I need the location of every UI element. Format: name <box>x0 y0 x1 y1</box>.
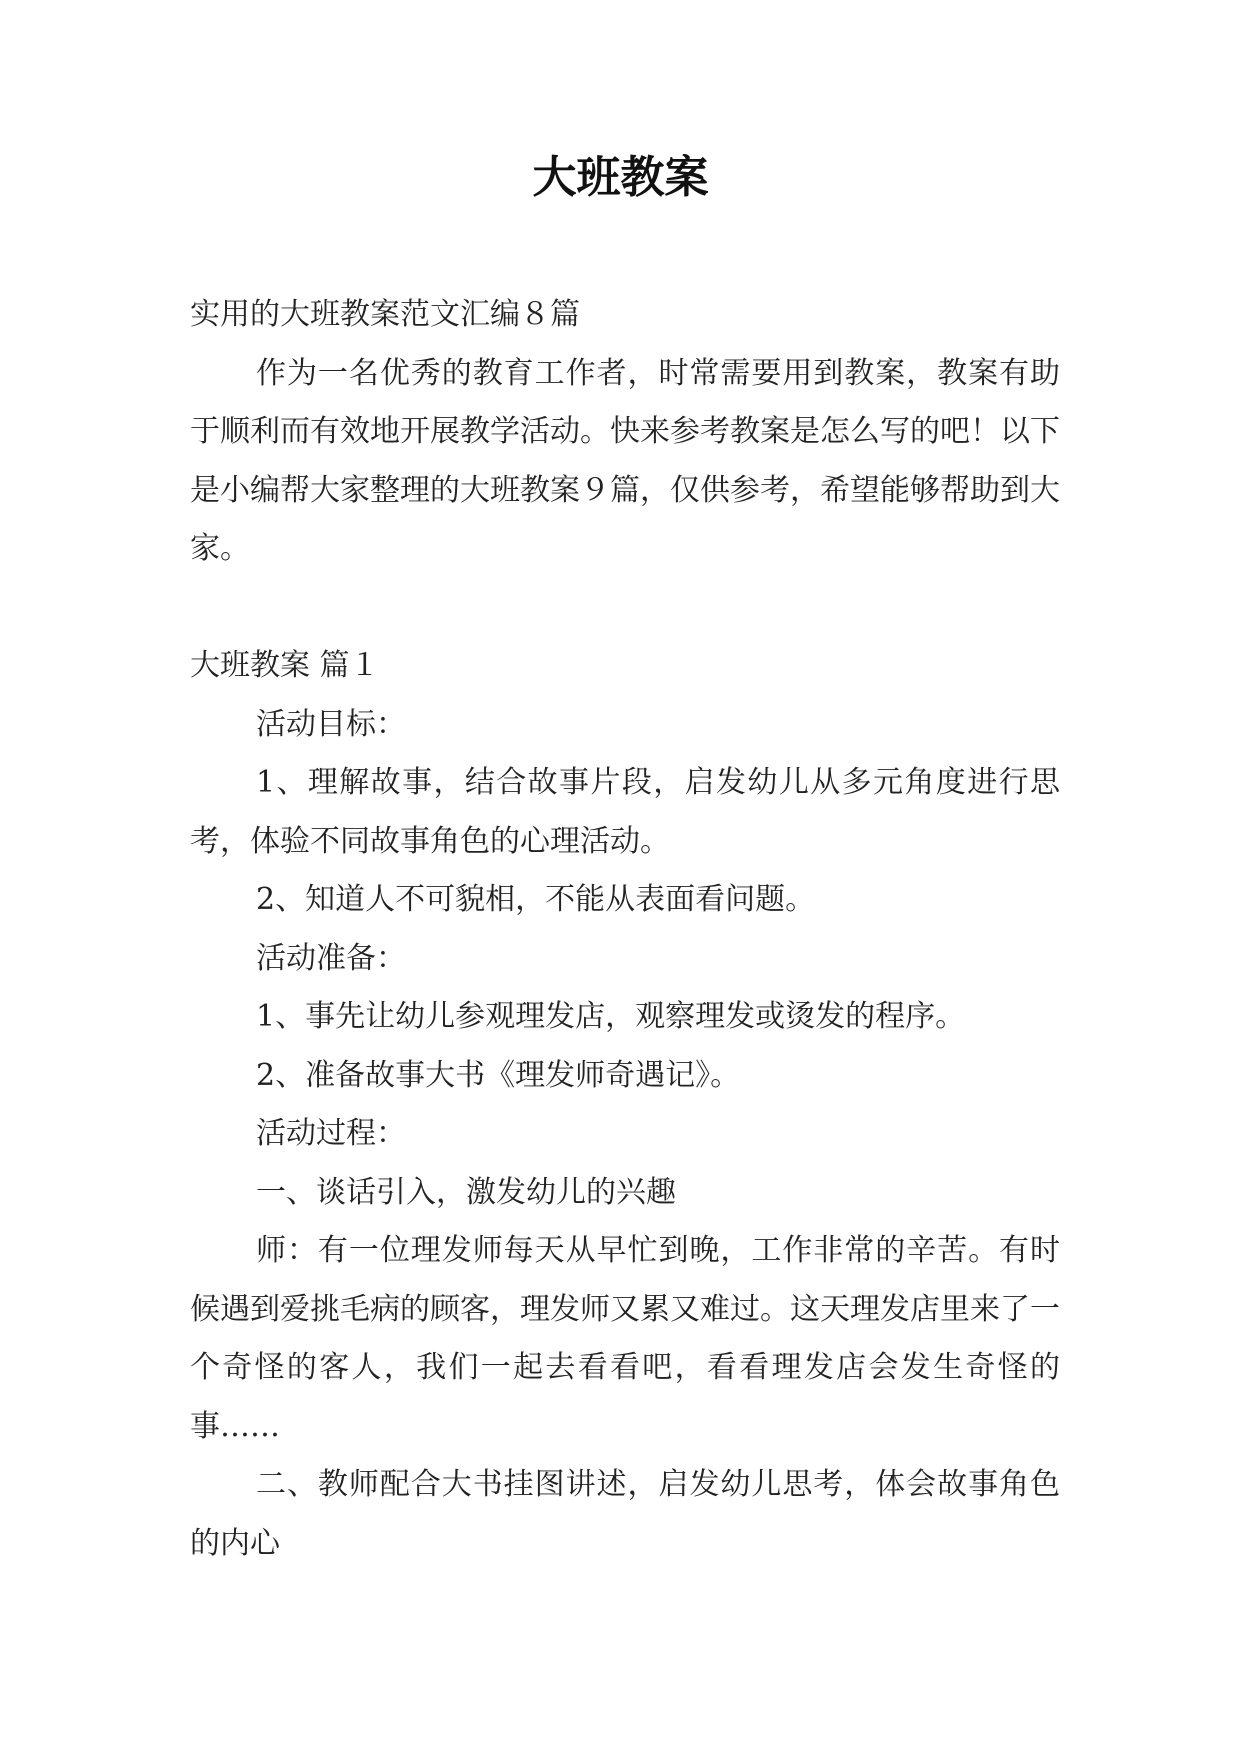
body-paragraph: 1、理解故事，结合故事片段，启发幼儿从多元角度进行思考，体验不同故事角色的心理活动。 <box>190 765 1060 859</box>
section-spacer <box>190 579 1060 638</box>
document-title: 大班教案 <box>532 152 709 203</box>
document-subtitle: 实用的大班教案范文汇编８篇 <box>190 297 580 332</box>
body-paragraph: 二、教师配合大书挂图讲述，启发幼儿思考，体会故事角色的内心 <box>190 1467 1060 1561</box>
section-heading: 大班教案 篇１ <box>190 648 380 683</box>
body-paragraph: 1、事先让幼儿参观理发店，观察理发或烫发的程序。 <box>256 999 966 1034</box>
body-paragraph: 2、准备故事大书《理发师奇遇记》。 <box>256 1057 741 1093</box>
body-paragraph: 一、谈话引入，激发幼儿的兴趣 <box>256 1174 676 1210</box>
body-paragraph: 2、知道人不可貌相，不能从表面看问题。 <box>256 882 816 917</box>
body-paragraph: 师：有一位理发师每天从早忙到晚，工作非常的辛苦。有时候遇到爱挑毛病的顾客，理发师又累又难过。这天理发店里来了一个奇怪的客人，我们一起去看看吧，看看理发店会发生奇怪的事…… <box>190 1233 1060 1444</box>
body-paragraph: 活动目标： <box>256 706 406 742</box>
body-paragraph: 活动过程： <box>256 1116 406 1151</box>
document-body <box>190 286 1060 1573</box>
intro-paragraph: 作为一名优秀的教育工作者，时常需要用到教案，教案有助于顺利而有效地开展教学活动。快来参考教案是怎么写的吧！以下是小编帮大家整理的大班教案９篇，仅供参考，希望能够帮助到大家。 <box>190 355 1060 566</box>
body-paragraph: 活动准备： <box>256 940 406 976</box>
